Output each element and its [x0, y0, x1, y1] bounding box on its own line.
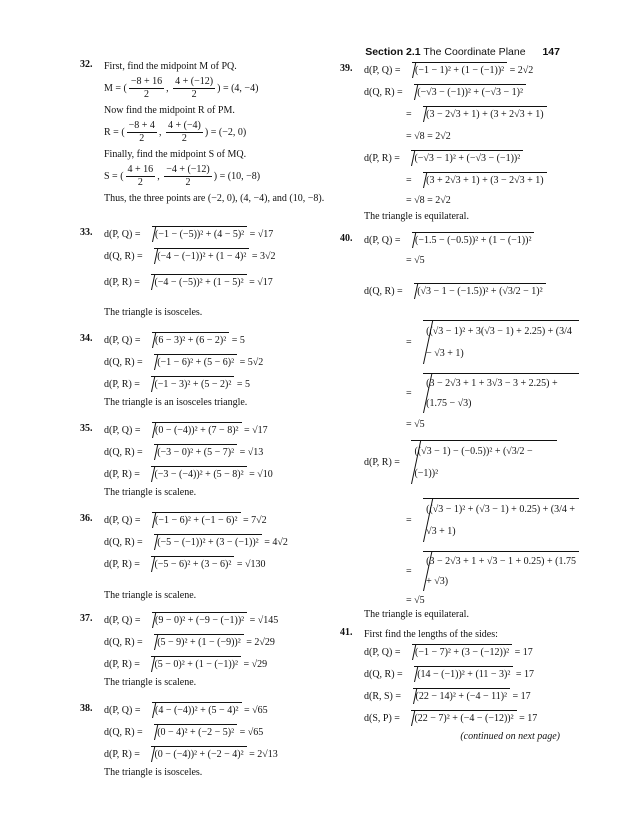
problem-40 [340, 230, 576, 622]
equation-line [104, 510, 330, 532]
problem-conclusion: The triangle is scalene. [104, 487, 197, 498]
problem-33 [80, 224, 330, 320]
equation-line [104, 610, 330, 632]
radical: (9 − 0)² + (−9 − (−1))² [152, 612, 247, 629]
problem-conclusion: The triangle is scalene. [104, 590, 197, 601]
equation-lhs: d(R, S) = [364, 691, 402, 702]
equation-lhs: d(P, Q) = [104, 615, 141, 626]
equation-line [364, 148, 570, 170]
equation-lhs: d(Q, R) = [104, 447, 143, 458]
equation-lhs: d(P, R) = [104, 379, 140, 390]
radical: (−1 − 6)² + (5 − 6)² [154, 354, 237, 371]
problem-text: First, find the midpoint M of PQ. [104, 61, 237, 72]
radical: (−√3 − (−1))² + (−√3 − 1)² [414, 84, 526, 101]
equation-lhs: d(P, Q) = [104, 705, 141, 716]
equation-rhs: = √145 [249, 615, 279, 626]
equation-rhs: = 3√2 [251, 251, 276, 262]
problem-41 [340, 628, 570, 730]
radical: (−1 − 1)² + (1 − (−1))² [412, 62, 507, 79]
equation-rhs: = √65 [244, 705, 268, 716]
equation-lhs: M = [104, 83, 122, 94]
equation-line [364, 314, 570, 372]
fraction [166, 120, 203, 145]
radical: (−5 − (−1))² + (3 − (−1))² [154, 534, 261, 551]
numerator: 4 + (−12) [175, 76, 214, 88]
problem-text: Finally, find the midpoint S of MQ. [104, 149, 247, 160]
radical: (−1 − 7)² + (3 − (−12))² [412, 644, 512, 661]
fraction [164, 164, 212, 189]
equation-lhs: d(P, R) = [104, 749, 140, 760]
problem-39 [340, 60, 570, 224]
equation-rhs: = 5√2 [239, 357, 264, 368]
equation-lhs: d(P, Q) = [104, 229, 141, 240]
equation-rhs: = √29 [243, 659, 268, 670]
equation-rhs: = √10 [249, 469, 273, 480]
denominator: 2 [137, 177, 143, 189]
equation-line: = √8 = 2√2 [406, 195, 451, 206]
problem-number: 40. [340, 233, 353, 244]
equation-rhs: = 2√2 [509, 65, 534, 76]
radical: (0 − (−4))² + (−2 − 4)² [151, 746, 246, 763]
problem-conclusion: The triangle is isosceles. [104, 307, 203, 318]
fraction [129, 76, 164, 101]
radical: (3 − 2√3 + 1) + (3 + 2√3 + 1) [423, 106, 547, 123]
radical: (0 − 4)² + (−2 − 5)² [154, 724, 237, 741]
problem-number: 41. [340, 627, 353, 638]
problem-34 [80, 330, 330, 410]
equation-lhs: d(P, R) = [364, 153, 400, 164]
radical: (−1 − 3)² + (5 − 2)² [151, 376, 234, 393]
continued-note: (continued on next page) [460, 731, 560, 742]
equation-lhs: d(P, R) = [104, 659, 140, 670]
problem-number: 38. [80, 703, 93, 714]
equation-line: M = ( $\frac{-8 + 16}{2}$ , $\frac{4 + (-12)}{2}$ ) = (4, −4) [104, 76, 259, 101]
denominator: 2 [181, 133, 187, 145]
equation-lhs: d(Q, R) = [364, 286, 403, 297]
equation-line [364, 550, 576, 594]
equation-line: = √5 [406, 595, 425, 606]
problem-36 [80, 510, 330, 600]
radical: (−√3 − 1)² + (−√3 − (−1))² [411, 150, 523, 167]
equation-lhs: d(Q, R) = [104, 251, 143, 262]
equation-lhs: d(P, R) = [104, 277, 140, 288]
running-header [365, 46, 560, 58]
problem-number: 34. [80, 333, 93, 344]
radical: (−1 − (−5))² + (4 − 5)² [152, 226, 247, 243]
equation-lhs: d(P, Q) = [104, 515, 141, 526]
equation-line [364, 686, 570, 708]
equation-line [364, 60, 570, 82]
equation-rhs: = 17 [512, 691, 531, 702]
equation-line [104, 464, 330, 486]
equation-line [364, 434, 570, 492]
problem-number: 36. [80, 513, 93, 524]
equation-lhs: = [406, 337, 412, 348]
equation-lhs: d(P, Q) = [104, 335, 141, 346]
section-title: The Coordinate Plane [423, 46, 526, 58]
equation-line [364, 230, 570, 252]
equation-line [364, 170, 570, 192]
equation-rhs: = 17 [515, 669, 535, 680]
equation-line [104, 246, 330, 268]
equation-lhs: d(P, Q) = [364, 647, 401, 658]
problem-35 [80, 420, 330, 500]
equation-line [104, 352, 330, 374]
radical: (6 − 3)² + (6 − 2)² [152, 332, 229, 349]
equation-rhs: = 5 [236, 379, 250, 390]
equation-line [364, 82, 570, 104]
radical: (√3 − 1 − (−1.5))² + (√3/2 − 1)² [414, 283, 545, 300]
radical: (−5 − 6)² + (3 − 6)² [151, 556, 234, 573]
radical: ((√3 − 1)² + (√3 − 1) + 0.25) + (3/4 + √3 + 1) [423, 498, 579, 543]
equation-lhs: d(P, R) = [104, 559, 140, 570]
radical: ((√3 − 1) − (−0.5))² + (√3/2 − (−1))² [411, 440, 557, 485]
problem-32 [80, 60, 330, 218]
radical: (−3 − 0)² + (5 − 7)² [154, 444, 237, 461]
numerator: −8 + 4 [128, 120, 155, 132]
problem-conclusion: The triangle is isosceles. [104, 767, 203, 778]
equation-rhs: = 2√13 [249, 749, 278, 760]
problem-number: 39. [340, 63, 353, 74]
equation-rhs: = 7√2 [243, 515, 267, 526]
problem-number: 33. [80, 227, 93, 238]
equation-lhs: = [406, 175, 412, 186]
denominator: 2 [144, 89, 150, 101]
equation-line [364, 372, 570, 416]
equation-lhs: d(P, R) = [364, 457, 400, 468]
equation-line [104, 654, 330, 676]
numerator: 4 + (−4) [167, 120, 201, 132]
equation-rhs: = 2√29 [246, 637, 275, 648]
page-number: 147 [542, 46, 560, 58]
fraction [126, 164, 156, 189]
equation-rhs: = 17 [514, 647, 533, 658]
equation-line [104, 722, 330, 744]
problem-37 [80, 610, 330, 690]
equation-lhs: d(S, P) = [364, 713, 400, 724]
problem-conclusion: The triangle is equilateral. [364, 211, 469, 222]
equation-line [104, 632, 330, 654]
equation-lhs: d(P, Q) = [364, 235, 401, 246]
equation-lhs: = [406, 109, 412, 120]
equation-line: S = ( $\frac{4 + 16}{2}$ , $\frac{-4 + (-12)}{2}$ ) = (10, −8) [104, 164, 261, 189]
equation-rhs: = 5 [231, 335, 245, 346]
denominator: 2 [191, 89, 197, 101]
equation-rhs: = √17 [249, 229, 274, 240]
equation-line [104, 554, 330, 576]
left-column [80, 60, 330, 780]
problem-38 [80, 700, 330, 780]
section-number: Section 2.1 [365, 46, 421, 58]
equation-lhs: = [406, 566, 412, 577]
radical: (5 − 9)² + (1 − (−9))² [154, 634, 244, 651]
equation-lhs: d(Q, R) = [104, 727, 143, 738]
equation-line: = √8 = 2√2 [406, 131, 451, 142]
problem-conclusion: The triangle is an isosceles triangle. [104, 397, 248, 408]
problem-number: 32. [80, 59, 93, 70]
equation-line [104, 374, 330, 396]
equation-lhs: d(P, R) = [104, 469, 140, 480]
radical: (22 − 14)² + (−4 − 11)² [413, 688, 511, 705]
equation-line: = √5 [406, 255, 425, 266]
problem-conclusion: The triangle is equilateral. [364, 609, 469, 620]
radical: ((√3 − 1)² + 3(√3 − 1) + 2.25) + (3/4 − √3 + 1) [423, 320, 579, 365]
equation-line [364, 664, 570, 686]
radical: (5 − 0)² + (1 − (−1))² [151, 656, 241, 673]
equation-lhs: = [406, 388, 412, 399]
equation-line [364, 104, 570, 126]
equation-rhs: = (4, −4) [222, 83, 259, 94]
equation-line [104, 330, 330, 352]
equation-lhs: d(Q, R) = [104, 637, 143, 648]
problem-text: Now find the midpoint R of PM. [104, 105, 235, 116]
problem-number: 37. [80, 613, 93, 624]
equation-lhs: S = [104, 171, 118, 182]
equation-line: R = ( $\frac{-8 + 4}{2}$ , $\frac{4 + (-4)}{2}$ ) = (−2, 0) [104, 120, 247, 145]
problem-text: First find the lengths of the sides: [364, 629, 498, 640]
equation-lhs: d(P, Q) = [104, 425, 141, 436]
equation-lhs: R = [104, 127, 119, 138]
radical: (22 − 7)² + (−4 − (−12))² [411, 710, 516, 727]
equation-line [364, 492, 576, 550]
right-column [340, 60, 576, 730]
radical: (14 − (−1))² + (11 − 3)² [414, 666, 513, 683]
equation-rhs: = √65 [239, 727, 264, 738]
denominator: 2 [185, 177, 191, 189]
problem-number: 35. [80, 423, 93, 434]
equation-lhs: = [406, 515, 412, 526]
equation-rhs: = √130 [236, 559, 266, 570]
problem-conclusion: Thus, the three points are (−2, 0), (4, −4), and (10, −8). [104, 193, 325, 204]
equation-line [364, 270, 570, 314]
radical: (3 − 2√3 + 1 + √3 − 1 + 0.25) + (1.75 + √3) [423, 551, 579, 592]
equation-line [104, 442, 330, 464]
equation-line [104, 420, 330, 442]
equation-line [104, 532, 330, 554]
equation-lhs: d(Q, R) = [104, 537, 143, 548]
problem-conclusion: The triangle is scalene. [104, 677, 197, 688]
radical: (−1.5 − (−0.5))² + (1 − (−1))² [412, 232, 534, 249]
fraction [173, 76, 215, 101]
equation-rhs: = 4√2 [264, 537, 288, 548]
fraction [127, 120, 157, 145]
equation-rhs: = √17 [244, 425, 268, 436]
equation-line [104, 744, 330, 766]
equation-line [104, 268, 330, 298]
numerator: −8 + 16 [130, 76, 163, 88]
numerator: −4 + (−12) [166, 164, 210, 176]
radical: (4 − (−4))² + (5 − 4)² [152, 702, 242, 719]
denominator: 2 [139, 133, 145, 145]
equation-rhs: = (10, −8) [219, 171, 261, 182]
equation-line [104, 224, 330, 246]
equation-lhs: d(Q, R) = [364, 669, 403, 680]
radical: (3 + 2√3 + 1) + (3 − 2√3 + 1) [423, 172, 547, 189]
radical: (0 − (−4))² + (7 − 8)² [152, 422, 242, 439]
radical: (−4 − (−5))² + (1 − 5)² [151, 274, 246, 291]
radical: (−3 − (−4))² + (5 − 8)² [151, 466, 246, 483]
radical: (−4 − (−1))² + (1 − 4)² [154, 248, 249, 265]
equation-line [364, 642, 570, 664]
equation-line [104, 700, 330, 722]
equation-lhs: d(Q, R) = [104, 357, 143, 368]
equation-line [364, 708, 570, 730]
equation-line: = √5 [406, 419, 425, 430]
radical: (−1 − 6)² + (−1 − 6)² [152, 512, 241, 529]
equation-lhs: d(Q, R) = [364, 87, 403, 98]
equation-lhs: d(P, Q) = [364, 65, 401, 76]
numerator: 4 + 16 [127, 164, 154, 176]
equation-rhs: = √17 [249, 277, 273, 288]
equation-rhs: = √13 [239, 447, 264, 458]
equation-rhs: = (−2, 0) [210, 127, 247, 138]
equation-rhs: = 17 [519, 713, 538, 724]
radical: (3 − 2√3 + 1 + 3√3 − 3 + 2.25) + (1.75 − √3) [423, 373, 579, 414]
